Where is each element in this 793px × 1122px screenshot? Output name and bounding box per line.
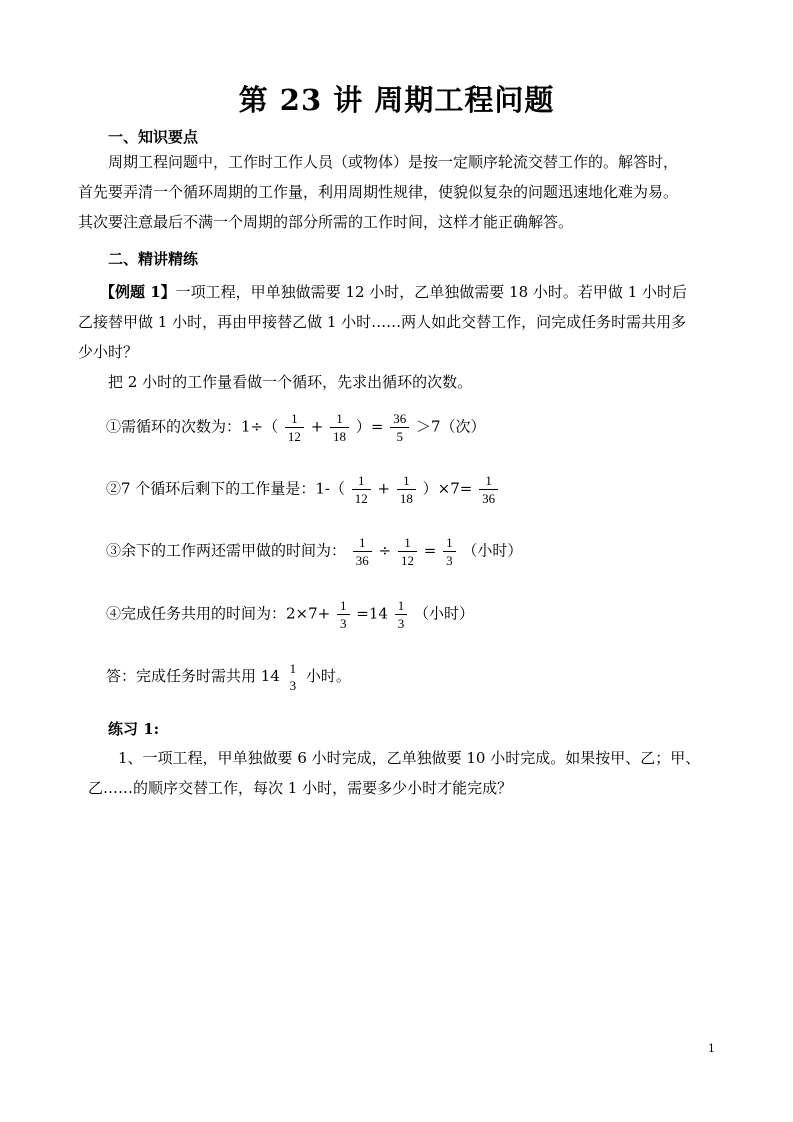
fraction: $\frac{1}{3}$ <box>443 534 456 569</box>
divide-sign: ÷ <box>378 541 392 560</box>
fraction: 1 3 <box>289 661 297 693</box>
step-4-prefix: ④完成任务共用的时间为：2×7+ <box>106 604 331 623</box>
practice-line-2: 乙……的顺序交替工作，每次 1 小时，需要多少小时才能完成？ <box>88 779 513 797</box>
page-number: 1 <box>708 1042 715 1055</box>
example-line-1 <box>100 278 687 307</box>
answer-suffix: 小时。 <box>305 667 351 685</box>
fraction: $\frac{1}{12}$ <box>352 472 371 507</box>
step-1-suffix: ＞7（次） <box>415 417 486 436</box>
step-1-mid: ）= <box>355 417 384 436</box>
answer <box>106 660 351 694</box>
step-2 <box>106 472 500 507</box>
step-3-prefix: ③余下的工作两还需甲做的时间为： <box>106 541 347 560</box>
section-heading-knowledge: 一、知识要点 <box>108 128 199 146</box>
page-title: 第 23 讲 周期工程问题 <box>238 83 555 117</box>
example-text-1: 一项工程，甲单独做需要 12 小时，乙单独做需要 18 小时。若甲做 1 小时后 <box>175 283 688 301</box>
fraction: $\frac{36}{5}$ <box>390 410 409 445</box>
step-4-mid: =14 <box>356 604 388 623</box>
practice-heading: 练习 1: <box>108 720 160 738</box>
knowledge-line-3: 其次要注意最后不满一个周期的部分所需的工作时间，这样才能正确解答。 <box>78 213 574 231</box>
step-3 <box>106 534 522 569</box>
section-heading-practice-lecture: 二、精讲精练 <box>108 250 199 268</box>
example-intro: 把 2 小时的工作量看做一个循环，先求出循环的次数。 <box>108 373 473 391</box>
step-2-mid: ）×7= <box>422 479 473 498</box>
step-3-mid: = <box>423 541 437 560</box>
knowledge-line-1: 周期工程问题中，工作时工作人员（或物体）是按一定顺序轮流交替工作的。解答时， <box>108 153 679 171</box>
example-line-2: 乙接替甲做 1 小时，再由甲接替乙做 1 小时……两人如此交替工作，问完成任务时需共用多 <box>78 313 687 331</box>
step-3-suffix: （小时） <box>462 541 523 560</box>
step-2-prefix: ②7 个循环后剩下的工作量是：1-（ <box>106 479 345 498</box>
fraction: $\frac{1}{3}$ <box>395 597 408 632</box>
step-4-suffix: （小时） <box>414 604 475 623</box>
fraction: $\frac{1}{12}$ <box>398 534 417 569</box>
fraction: $\frac{1}{12}$ <box>285 410 304 445</box>
fraction: $\frac{1}{18}$ <box>397 472 416 507</box>
knowledge-line-2: 首先要弄清一个循环周期的工作量，利用周期性规律，使貌似复杂的问题迅速地化难为易。 <box>78 183 679 201</box>
step-1-prefix: ①需循环的次数为：1÷（ <box>106 417 279 436</box>
plus-sign: + <box>310 417 324 436</box>
answer-prefix: 答：完成任务时需共用 14 <box>106 667 280 685</box>
fraction: $\frac{1}{3}$ <box>337 597 350 632</box>
example-line-3: 少小时？ <box>78 343 139 361</box>
practice-line-1: 1、一项工程，甲单独做要 6 小时完成，乙单独做要 10 小时完成。如果按甲、乙；甲、 <box>118 749 701 767</box>
fraction: $\frac{1}{36}$ <box>479 472 498 507</box>
fraction: $\frac{1}{36}$ <box>353 534 372 569</box>
step-4 <box>106 597 474 632</box>
step-1 <box>106 410 486 445</box>
plus-sign: + <box>377 479 391 498</box>
example-label: 【例题 1】 <box>100 283 176 301</box>
fraction: $\frac{1}{18}$ <box>330 410 349 445</box>
